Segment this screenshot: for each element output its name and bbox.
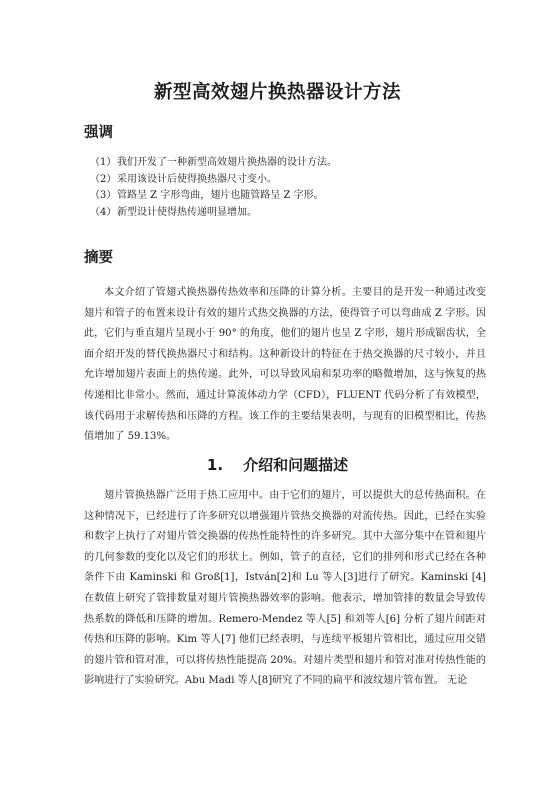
highlight-number: （3）	[90, 190, 117, 201]
highlight-item	[90, 155, 337, 172]
abstract-body: 本文介绍了管翅式换热器传热效率和压降的计算分析。主要目的是开发一种通过改变翅片和管子的布置来设计有效的翅片式热交换器的方法，使得管子可以弯曲成 Z 字形。因此，它们与垂直翅片呈现小于 90° 的角度，他们的翅片也呈 Z 字形，翅片形成锯齿状，全面介绍开发的替代换热器尺寸和结构。这种新设计的特征在于热交换器的尺寸较小，并且允许增加翅片表面上的热传递。此外，可以导致风扇和泵功率的略微增加，这与恢复的热传递相比非常小。然而，通过计算流体动力学（CFD），FLUENT 代码分析了有效模型，该代码用于求解传热和压降的方程。该工作的主要结果表明，与现有的旧模型相比，传热值增加了 59.13%。	[84, 287, 486, 443]
highlight-number: （2）	[90, 173, 117, 185]
paper-title: 新型高效翅片换热器设计方法	[153, 82, 401, 103]
abstract-heading: 摘要	[84, 250, 113, 266]
highlight-text: 新型设计使得热传递明显增加。	[117, 206, 257, 218]
highlight-item	[90, 172, 337, 189]
section-heading	[0, 454, 555, 475]
highlights-list	[90, 155, 337, 221]
section-body: 翅片管换热器广泛用于热工应用中。由于它们的翅片，可以提供大的总传热面积。在这种情况下，已经进行了许多研究以增强翅片管热交换器的对流传热。因此，已经在实验和数字上执行了对翅片管交换器的传热性能特性的许多研究。其中大部分集中在管和翅片的几何参数的变化以及它们的形状上。例如，管子的直径，它们的排列和形式已经在各种条件下由 Kaminski 和 Groß[1]，István[2]和 Lu 等人[3]进行了研究。Kaminski [4]在数值上研究了管排数量对翅片管换热器效率的影响。他表示，增加管排的数量会导致传热系数的降低和压降的增加。Remero-Mendez 等人[5] 和刘等人[6] 分析了翅片间距对传热和压降的影响。Kim 等人[7] 他们已经表明，与连续平板翅片管相比，通过应用交错的翅片管和管对准，可以将传热性能提高 20%。对翅片类型和翅片和管对准对传热性能的影响进行了实验研究。Abu Madi 等人[8]研究了不同的扁平和波纹翅片管布置。 无论	[84, 490, 486, 687]
highlight-number: （4）	[90, 206, 117, 218]
highlight-number: （1）	[90, 157, 117, 168]
highlight-text: 采用该设计后使得换热器尺寸变小。	[117, 173, 277, 185]
section-number: 1.	[206, 456, 224, 474]
highlight-item	[90, 188, 337, 205]
highlight-text: 管路呈 Z 字形弯曲，翅片也随管路呈 Z 字形。	[117, 190, 324, 201]
highlight-text: 我们开发了一种新型高效翅片换热器的设计方法。	[117, 157, 337, 168]
highlights-heading: 强调	[84, 125, 113, 141]
section-title: 介绍和问题描述	[243, 456, 349, 474]
highlight-item	[90, 205, 337, 222]
